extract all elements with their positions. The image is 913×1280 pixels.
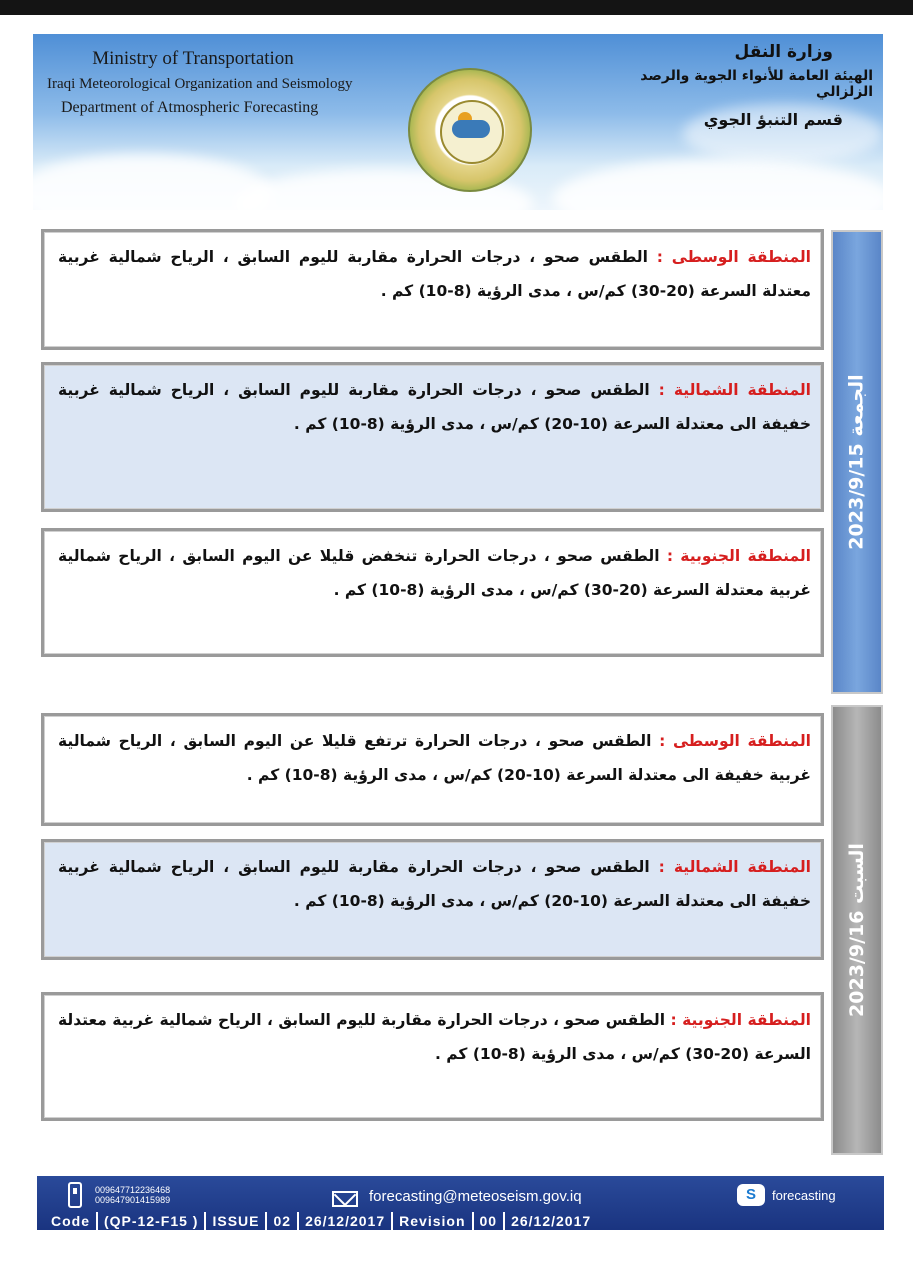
day-label-band <box>831 705 883 1155</box>
english-heading <box>33 48 353 117</box>
contact-footer <box>37 1176 884 1230</box>
issue-label: ISSUE <box>206 1212 267 1230</box>
forecast-text: الطقس صحو ، درجات الحرارة مقاربة لليوم السابق ، الرياح شمالية غربية خفيفة الى معتدلة السرعة (10-20) كم/س ، مدى الرؤية (8-10) كم . <box>58 858 811 910</box>
issue-value: 02 <box>267 1212 299 1230</box>
department-name-en: Department of Atmospheric Forecasting <box>61 99 319 116</box>
forecast-text: الطقس صحو ، درجات الحرارة تنخفض قليلا عن اليوم السابق ، الرياح شمالية غربية معتدلة السرعة (20-30) كم/س ، مدى الرؤية (8-10) كم . <box>58 547 811 599</box>
forecast-box <box>41 839 824 960</box>
organization-name-en: Iraqi Meteorological Organization and Seismology <box>47 76 353 92</box>
forecast-text: الطقس صحو ، درجات الحرارة مقاربة لليوم السابق ، الرياح شمالية غربية معتدلة السرعة (20-30) كم/س ، مدى الرؤية (8-10) كم . <box>58 1011 811 1063</box>
forecast-box <box>41 362 824 512</box>
skype-handle: forecasting <box>772 1188 836 1203</box>
region-label: المنطقة الوسطى : <box>656 248 811 266</box>
day-label: السبت 2023/9/16 <box>846 843 869 1017</box>
department-name-ar: قسم التنبؤ الجوي <box>703 110 843 129</box>
code-value: (QP-12-F15 ) <box>98 1212 206 1230</box>
day-label-band <box>831 230 883 694</box>
region-label: المنطقة الجنوبية : <box>666 547 811 565</box>
ministry-name-en: Ministry of Transportation <box>92 48 294 69</box>
forecast-text: الطقس صحو ، درجات الحرارة مقاربة لليوم السابق ، الرياح شمالية غربية معتدلة السرعة (20-30) كم/س ، مدى الرؤية (8-10) كم . <box>58 248 811 300</box>
region-label: المنطقة الجنوبية : <box>670 1011 811 1029</box>
forecast-text: الطقس صحو ، درجات الحرارة ترتفع قليلا عن اليوم السابق ، الرياح شمالية غربية خفيفة الى معتدلة السرعة (10-20) كم/س ، مدى الرؤية (8-10) كم . <box>58 732 811 784</box>
code-label: Code <box>37 1212 98 1230</box>
phone-number: 009647712236468 <box>95 1185 171 1195</box>
ministry-name-ar: وزارة النقل <box>734 42 833 62</box>
revision-date: 26/12/2017 <box>511 1213 592 1229</box>
organization-logo-icon <box>408 68 532 192</box>
forecast-text: الطقس صحو ، درجات الحرارة مقاربة لليوم السابق ، الرياح شمالية غربية خفيفة الى معتدلة السرعة (10-20) كم/س ، مدى الرؤية (8-10) كم . <box>58 381 811 433</box>
region-label: المنطقة الشمالية : <box>658 858 811 876</box>
phone-number: 009647901415989 <box>95 1195 171 1205</box>
phone-numbers <box>95 1185 170 1205</box>
arabic-heading <box>623 42 873 129</box>
letterhead <box>33 34 883 210</box>
forecast-box <box>41 229 824 350</box>
region-label: المنطقة الشمالية : <box>658 381 811 399</box>
phone-icon <box>68 1182 82 1208</box>
issue-date: 26/12/2017 <box>299 1212 393 1230</box>
skype-icon: S <box>737 1184 765 1206</box>
region-label: المنطقة الوسطى : <box>659 732 811 750</box>
organization-name-ar: الهيئة العامة للأنواء الجوية والرصد الزلزالي <box>640 68 873 100</box>
revision-label: Revision <box>393 1212 473 1230</box>
forecast-box <box>41 528 824 657</box>
revision-value: 00 <box>474 1212 506 1230</box>
forecast-box <box>41 992 824 1121</box>
forecast-box <box>41 713 824 826</box>
day-label: الجمعة 2023/9/15 <box>846 374 868 550</box>
email-address: forecasting@meteoseism.gov.iq <box>369 1188 582 1205</box>
top-bar <box>0 0 913 15</box>
envelope-icon <box>332 1191 358 1207</box>
document-code-row <box>37 1212 884 1230</box>
